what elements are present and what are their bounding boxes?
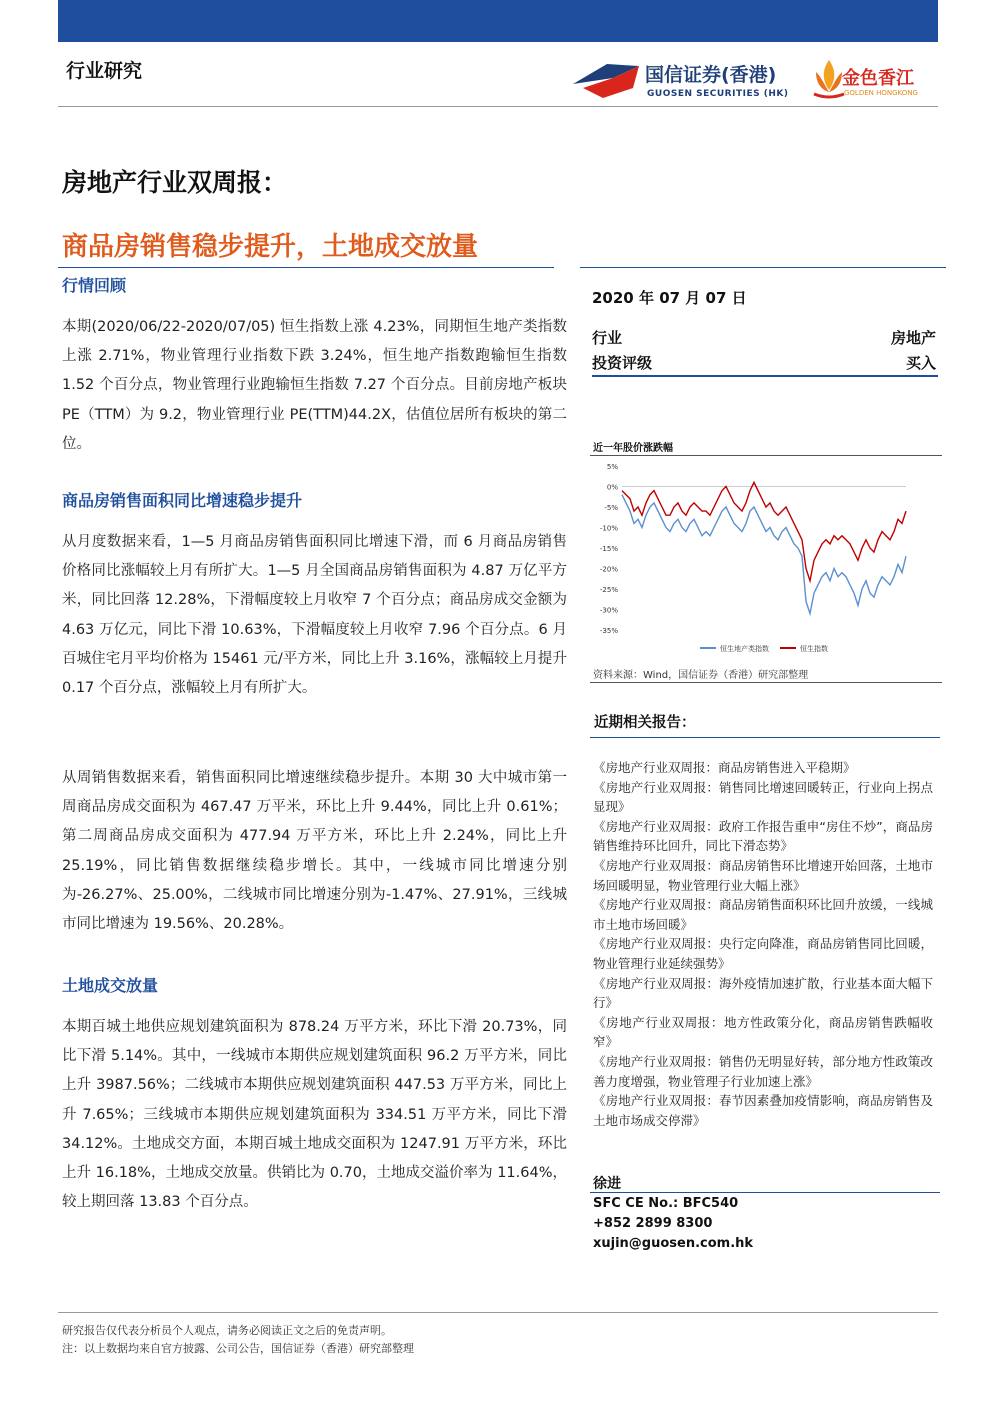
section-label: 行业研究	[66, 60, 143, 82]
related-report-item[interactable]: 《房地产行业双周报：央行定向降准，商品房销售同比回暖，物业管理行业延续强势》	[593, 936, 933, 971]
analyst-divider	[590, 1192, 940, 1193]
chart-axes	[600, 463, 906, 635]
related-reports-list	[593, 758, 933, 1130]
sales-text-weekly: 从周销售数据来看，销售面积同比增速继续稳步提升。本期 30 大中城市第一周商品房成交面积为 467.47 万平米，环比上升 9.44%，同比上升 0.61%；第二周商品房成交面积为 477.94 万平方米，环比上升 2.24%，同比上升 25.19%，同比销售数据继续稳步增长。其中，一线城市同比增速分别为-26.27%、25.00%，二线城市同比增速分别为-1.47%、27.91%，三线城市同比增速为 19.56%、20.28%。	[62, 770, 567, 933]
related-report-item[interactable]: 《房地产行业双周报：商品房销售进入平稳期》	[593, 760, 856, 775]
price-change-chart	[590, 458, 940, 664]
related-reports-heading: 近期相关报告：	[594, 715, 696, 731]
related-reports-divider	[590, 737, 940, 738]
related-report-item[interactable]: 《房地产行业双周报：海外疫情加速扩散，行业基本面大幅下行》	[593, 975, 933, 1011]
chart-title: 近一年股价涨跌幅	[593, 443, 673, 454]
y-tick-label: 5%	[606, 463, 618, 471]
data-source-note: 注：以上数据均来自官方披露、公司公告，国信证券（香港）研究部整理	[62, 1342, 414, 1355]
top-color-bar	[58, 0, 938, 42]
rating-label: 投资评级	[592, 354, 653, 372]
legend-label: 恒生指数	[800, 645, 828, 653]
report-subtitle: 商品房销售稳步提升，土地成交放量	[62, 232, 479, 262]
y-tick-label: -5%	[604, 504, 618, 512]
series-line	[622, 482, 906, 580]
partner-name-cn: 金色香江	[842, 68, 914, 89]
header-divider	[58, 106, 938, 107]
guosen-logo-mark-icon	[573, 58, 643, 104]
market-review-text: 本期(2020/06/22-2020/07/05) 恒生指数上涨 4.23%，同期恒生地产类指数上涨 2.71%，物业管理行业指数下跌 3.24%，恒生地产指数跑输恒生指数 1.52 个百分点，物业管理行业跑输恒生指数 7.27 个百分点。目前房地产板块 PE（TTM）为 9.2，物业管理行业 PE(TTM)44.2X，估值位居所有板块的第二位。	[62, 319, 567, 452]
brand-name-cn: 国信证券(香港)	[645, 64, 777, 86]
chart-top-divider	[590, 455, 942, 456]
related-report-item[interactable]: 《房地产行业双周报：商品房销售面积环比回升放缓，一线城市土地市场回暖》	[593, 897, 933, 932]
chart-series	[622, 482, 906, 613]
guosen-logo	[573, 58, 803, 104]
title-divider	[58, 267, 554, 268]
y-tick-label: -20%	[599, 565, 618, 574]
partner-name-en: GOLDEN HONGKONG	[844, 89, 918, 97]
y-tick-label: -30%	[599, 606, 618, 615]
related-report-item[interactable]: 《房地产行业双周报：商品房销售环比增速开始回落，土地市场回暖明显，物业管理行业大幅上涨》	[593, 857, 933, 893]
y-tick-label: -25%	[599, 586, 618, 594]
related-report-item[interactable]: 《房地产行业双周报：春节因素叠加疫情影响，商品房销售及土地市场成交停滞》	[593, 1093, 933, 1128]
related-report-item[interactable]: 《房地产行业双周报：销售同比增速回暖转正，行业向上拐点显现》	[593, 779, 933, 815]
disclaimer-note: 研究报告仅代表分析员个人观点，请务必阅读正文之后的免责声明。	[62, 1324, 392, 1337]
sales-heading: 商品房销售面积同比增速稳步提升	[62, 491, 303, 510]
land-text: 本期百城土地供应规划建筑面积为 878.24 万平方米，环比下滑 20.73%，同比下滑 5.14%。其中，一线城市本期供应规划建筑面积 96.2 万平方米，同比上升 3987.56%；二线城市本期供应规划建筑面积 447.53 万平方米，同比上升 7.65%；三线城市本期供应规划建筑面积为 334.51 万平方米，同比下滑 34.12%。土地成交方面，本期百城土地成交面积为 1247.91 万平方米，环比上升 16.18%，土地成交放量。供销比为 0.70，土地成交溢价率为 11.64%，较上期回落 13.83 个百分点。	[62, 1019, 567, 1211]
sidebar-top-divider	[580, 267, 946, 268]
related-report-item[interactable]: 《房地产行业双周报：政府工作报告重申“房住不炒”，商品房销售维持环比回升，同比下滑态势》	[593, 818, 933, 854]
analyst-sfc-number: SFC CE No.: BFC540	[593, 1196, 739, 1211]
legend-label: 恒生地产类指数	[720, 645, 769, 653]
land-heading: 土地成交放量	[62, 976, 159, 995]
chart-legend	[700, 644, 828, 653]
y-tick-label: 0%	[606, 483, 618, 492]
rating-value: 买入	[905, 354, 936, 372]
analyst-email[interactable]: xujin@guosen.com.hk	[593, 1236, 754, 1251]
related-report-item[interactable]: 《房地产行业双周报：地方性政策分化，商品房销售跌幅收窄》	[593, 1014, 933, 1050]
lotus-icon	[812, 56, 846, 100]
chart-bottom-divider	[590, 682, 942, 683]
analyst-name: 徐进	[593, 1176, 621, 1192]
industry-label: 行业	[592, 329, 623, 347]
y-tick-label: -35%	[599, 627, 618, 635]
golden-hongkong-logo	[812, 56, 952, 104]
sales-text-monthly: 从月度数据来看，1—5 月商品房销售面积同比增速下滑，而 6 月商品房销售价格同比涨幅较上月有所扩大。1—5 月全国商品房销售面积为 4.87 万亿平方米，同比回落 12.28%，下滑幅度较上月收窄 7 个百分点；商品房成交金额为 4.63 万亿元，同比下滑 10.63%，下滑幅度较上月收窄 7.96 个百分点。6 月百城住宅月平均价格为 15461 元/平方米，同比上升 3.16%，涨幅较上月提升 0.17 个百分点，涨幅较上月有所扩大。	[62, 534, 567, 697]
rating-divider	[592, 375, 938, 377]
chart-source: 资料来源：Wind，国信证券（香港）研究部整理	[593, 670, 809, 681]
related-report-item[interactable]: 《房地产行业双周报：销售仍无明显好转，部分地方性政策改善力度增强，物业管理子行业加速上涨》	[593, 1053, 933, 1089]
y-tick-label: -15%	[599, 545, 618, 553]
market-review-heading: 行情回顾	[62, 276, 127, 295]
brand-name-en: GUOSEN SECURITIES (HK)	[647, 89, 789, 99]
report-date: 2020 年 07 月 07 日	[592, 289, 747, 307]
industry-value: 房地产	[890, 329, 936, 347]
report-title: 房地产行业双周报：	[62, 168, 288, 197]
analyst-phone: +852 2899 8300	[593, 1216, 713, 1231]
y-tick-label: -10%	[599, 524, 618, 533]
footer-divider	[58, 1312, 938, 1313]
